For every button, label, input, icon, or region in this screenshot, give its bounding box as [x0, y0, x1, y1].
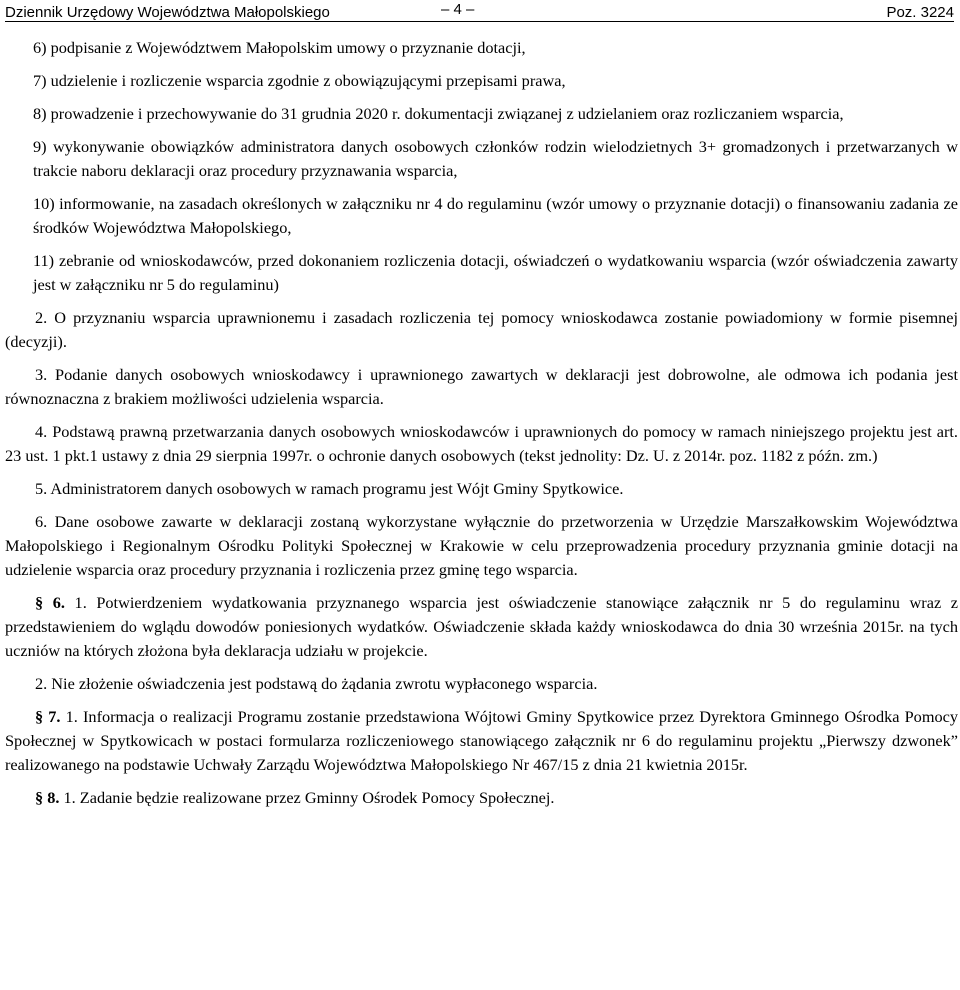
section-text: 1. Zadanie będzie realizowane przez Gminny Ośrodek Pomocy Społecznej. — [59, 788, 555, 807]
section-text: 1. Informacja o realizacji Programu zostanie przedstawiona Wójtowi Gminy Spytkowice przez Dyrektora Gminnego Ośrodka Pomocy Społecznej w Spytkowicach w postaci formularza rozliczeniowego stanowiącego załącznik nr 6 do regulaminu projektu „Pierwszy dzwonek” realizowanego na podstawie Uchwały Zarządu Województwa Małopolskiego Nr 467/15 z dnia 21 kwietnia 2015r. — [5, 707, 958, 774]
section-number: § 6. — [35, 593, 65, 612]
section-8-paragraph-1 — [5, 786, 958, 810]
list-item: 10) informowanie, na zasadach określonych w załączniku nr 4 do regulaminu (wzór umowy o przyznanie dotacji) o finansowaniu zadania ze środków Województwa Małopolskiego, — [33, 194, 958, 237]
document-body — [5, 36, 958, 810]
journal-title: Dziennik Urzędowy Województwa Małopolskiego — [5, 4, 330, 21]
position-number: Poz. 3224 — [886, 4, 954, 21]
section-number: § 8. — [35, 788, 60, 807]
section-text: 1. Potwierdzeniem wydatkowania przyznanego wsparcia jest oświadczenie stanowiące załącznik nr 5 do regulaminu wraz z przedstawieniem do wglądu dowodów poniesionych wydatków. Oświadczenie składa każdy wnioskodawca do dnia 30 września 2015r. na tych uczniów na których złożona była deklaracja udziału w projekcie. — [5, 593, 958, 660]
section-6-paragraph-1 — [5, 591, 958, 663]
list-item: 8) prowadzenie i przechowywanie do 31 grudnia 2020 r. dokumentacji związanej z udzielaniem oraz rozliczaniem wsparcia, — [33, 104, 844, 123]
list-item: 11) zebranie od wnioskodawców, przed dokonaniem rozliczenia dotacji, oświadczeń o wydatkowaniu wsparcia (wzór oświadczenia zawarty jest w załączniku nr 5 do regulaminu) — [33, 251, 958, 294]
paragraph: 2. O przyznaniu wsparcia uprawnionemu i zasadach rozliczenia tej pomocy wnioskodawca zostanie powiadomiony w formie pisemnej (decyzji). — [5, 308, 958, 351]
paragraph: 5. Administratorem danych osobowych w ramach programu jest Wójt Gminy Spytkowice. — [35, 479, 624, 498]
page-header — [5, 0, 954, 22]
list-item: 7) udzielenie i rozliczenie wsparcia zgodnie z obowiązującymi przepisami prawa, — [33, 71, 566, 90]
page-number: – 4 – — [441, 1, 475, 18]
section-7-paragraph-1 — [5, 705, 958, 777]
section-6-paragraph-2: 2. Nie złożenie oświadczenia jest podstawą do żądania zwrotu wypłaconego wsparcia. — [35, 674, 598, 693]
list-item: 9) wykonywanie obowiązków administratora danych osobowych członków rodzin wielodzietnych 3+ gromadzonych i przetwarzanych w trakcie naboru deklaracji oraz procedury przyznawania wsparcia, — [33, 137, 958, 180]
list-item: 6) podpisanie z Województwem Małopolskim umowy o przyznanie dotacji, — [33, 38, 526, 57]
section-number: § 7. — [35, 707, 61, 726]
paragraph: 4. Podstawą prawną przetwarzania danych osobowych wnioskodawców i uprawnionych do pomocy w ramach niniejszego projektu jest art. 23 ust. 1 pkt.1 ustawy z dnia 29 sierpnia 1997r. o ochronie danych osobowych (tekst jednolity: Dz. U. z 2014r. poz. 1182 z późn. zm.) — [5, 422, 958, 465]
paragraph: 3. Podanie danych osobowych wnioskodawcy i uprawnionego zawartych w deklaracji jest dobrowolne, ale odmowa ich podania jest równoznaczna z brakiem możliwości udzielenia wsparcia. — [5, 365, 958, 408]
paragraph: 6. Dane osobowe zawarte w deklaracji zostaną wykorzystane wyłącznie do przetworzenia w Urzędzie Marszałkowskim Województwa Małopolskiego i Regionalnym Ośrodku Polityki Społecznej w Krakowie w celu przeprowadzenia procedury przyznania gminie dotacji na udzielenie wsparcia oraz procedury przyznania i rozliczenia przez gminę tego wsparcia. — [5, 512, 958, 579]
